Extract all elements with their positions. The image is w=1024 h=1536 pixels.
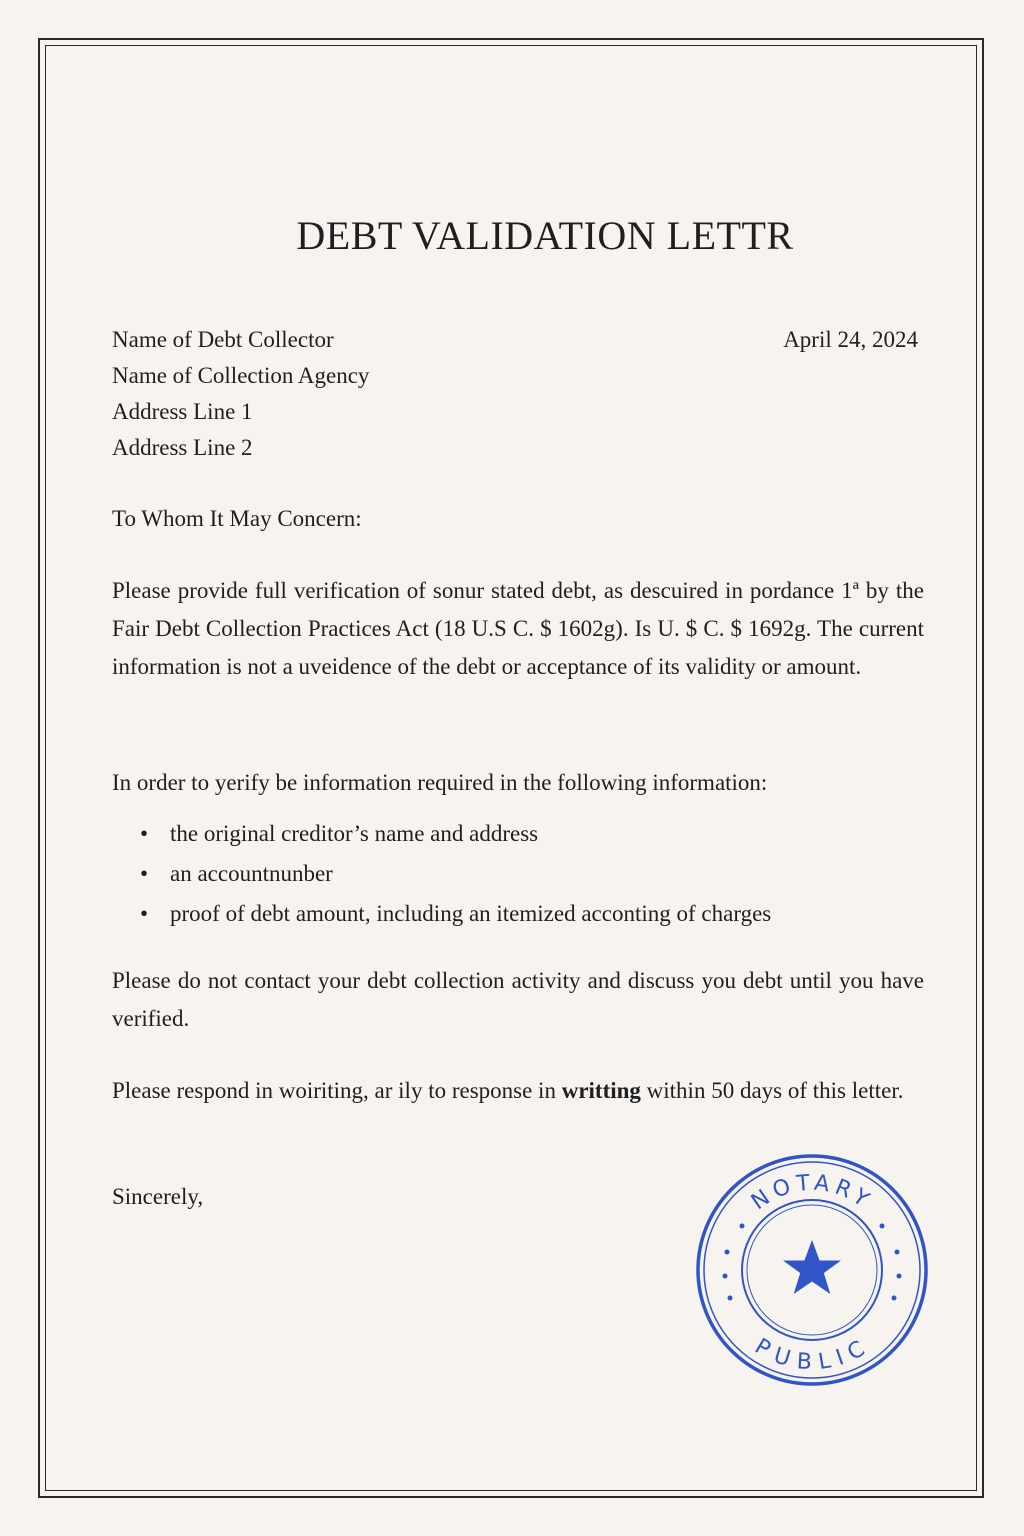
recipient-line: Name of Collection Agency xyxy=(112,363,370,388)
bullet-dot: • xyxy=(140,901,149,926)
stamp-dot xyxy=(723,1274,728,1279)
bullet-dot: • xyxy=(140,821,149,846)
recipient-line: Address Line 2 xyxy=(112,435,253,460)
bullet-dot: • xyxy=(140,861,149,886)
stamp-dot xyxy=(895,1250,900,1255)
requested-info-list xyxy=(140,814,771,934)
list-item-text: an accountnunber xyxy=(170,861,333,886)
salutation: To Whom It May Concern: xyxy=(112,506,362,531)
closing: Sincerely, xyxy=(112,1184,204,1209)
emphasized-word: writting xyxy=(561,1078,641,1103)
list-item xyxy=(140,814,771,854)
notary-stamp xyxy=(694,1152,930,1388)
stamp-dot xyxy=(725,1250,730,1255)
letter-date: April 24, 2024 xyxy=(783,327,918,352)
stamp-bottom-text: PUBLIC xyxy=(750,1334,874,1376)
stamp-dot xyxy=(740,1224,745,1229)
body-paragraph-3: Please do not contact your debt collection activity and discuss you debt until you have verified. xyxy=(112,968,924,1031)
stamp-dot xyxy=(880,1224,885,1229)
body-paragraph-1: Please provide full verification of sonur stated debt, as descuired in pordance 1ª by the Fair Debt Collection Practices Act (18 U.S C. $ 1602g). Is U. $ C. $ 1692g. The current information is not a uveidence of the debt or acceptance of its validity or amount. xyxy=(112,578,924,679)
body-paragraph-2: In order to yerify be information required in the following information: xyxy=(112,770,768,795)
stamp-dot xyxy=(897,1274,902,1279)
list-item xyxy=(140,854,771,894)
list-item xyxy=(140,894,771,934)
paragraph-4-text: Please respond in woiriting, ar ily to response in xyxy=(112,1078,562,1103)
recipient-line: Address Line 1 xyxy=(112,399,253,424)
list-item-text: the original creditor’s name and address xyxy=(170,821,539,846)
body-paragraph-4 xyxy=(112,1072,924,1110)
letter-title: DEBT VALIDATION LETTR xyxy=(296,213,794,258)
recipient-line: Name of Debt Collector xyxy=(112,327,334,352)
stamp-top-text: NOTARY xyxy=(746,1170,878,1216)
star-icon xyxy=(783,1240,841,1294)
list-item-text: proof of debt amount, including an itemized acconting of charges xyxy=(170,901,772,926)
stamp-dot xyxy=(728,1296,733,1301)
recipient-address-block xyxy=(112,322,369,466)
stamp-dot xyxy=(892,1296,897,1301)
paragraph-4-text-end: within 50 days of this letter. xyxy=(640,1078,904,1103)
